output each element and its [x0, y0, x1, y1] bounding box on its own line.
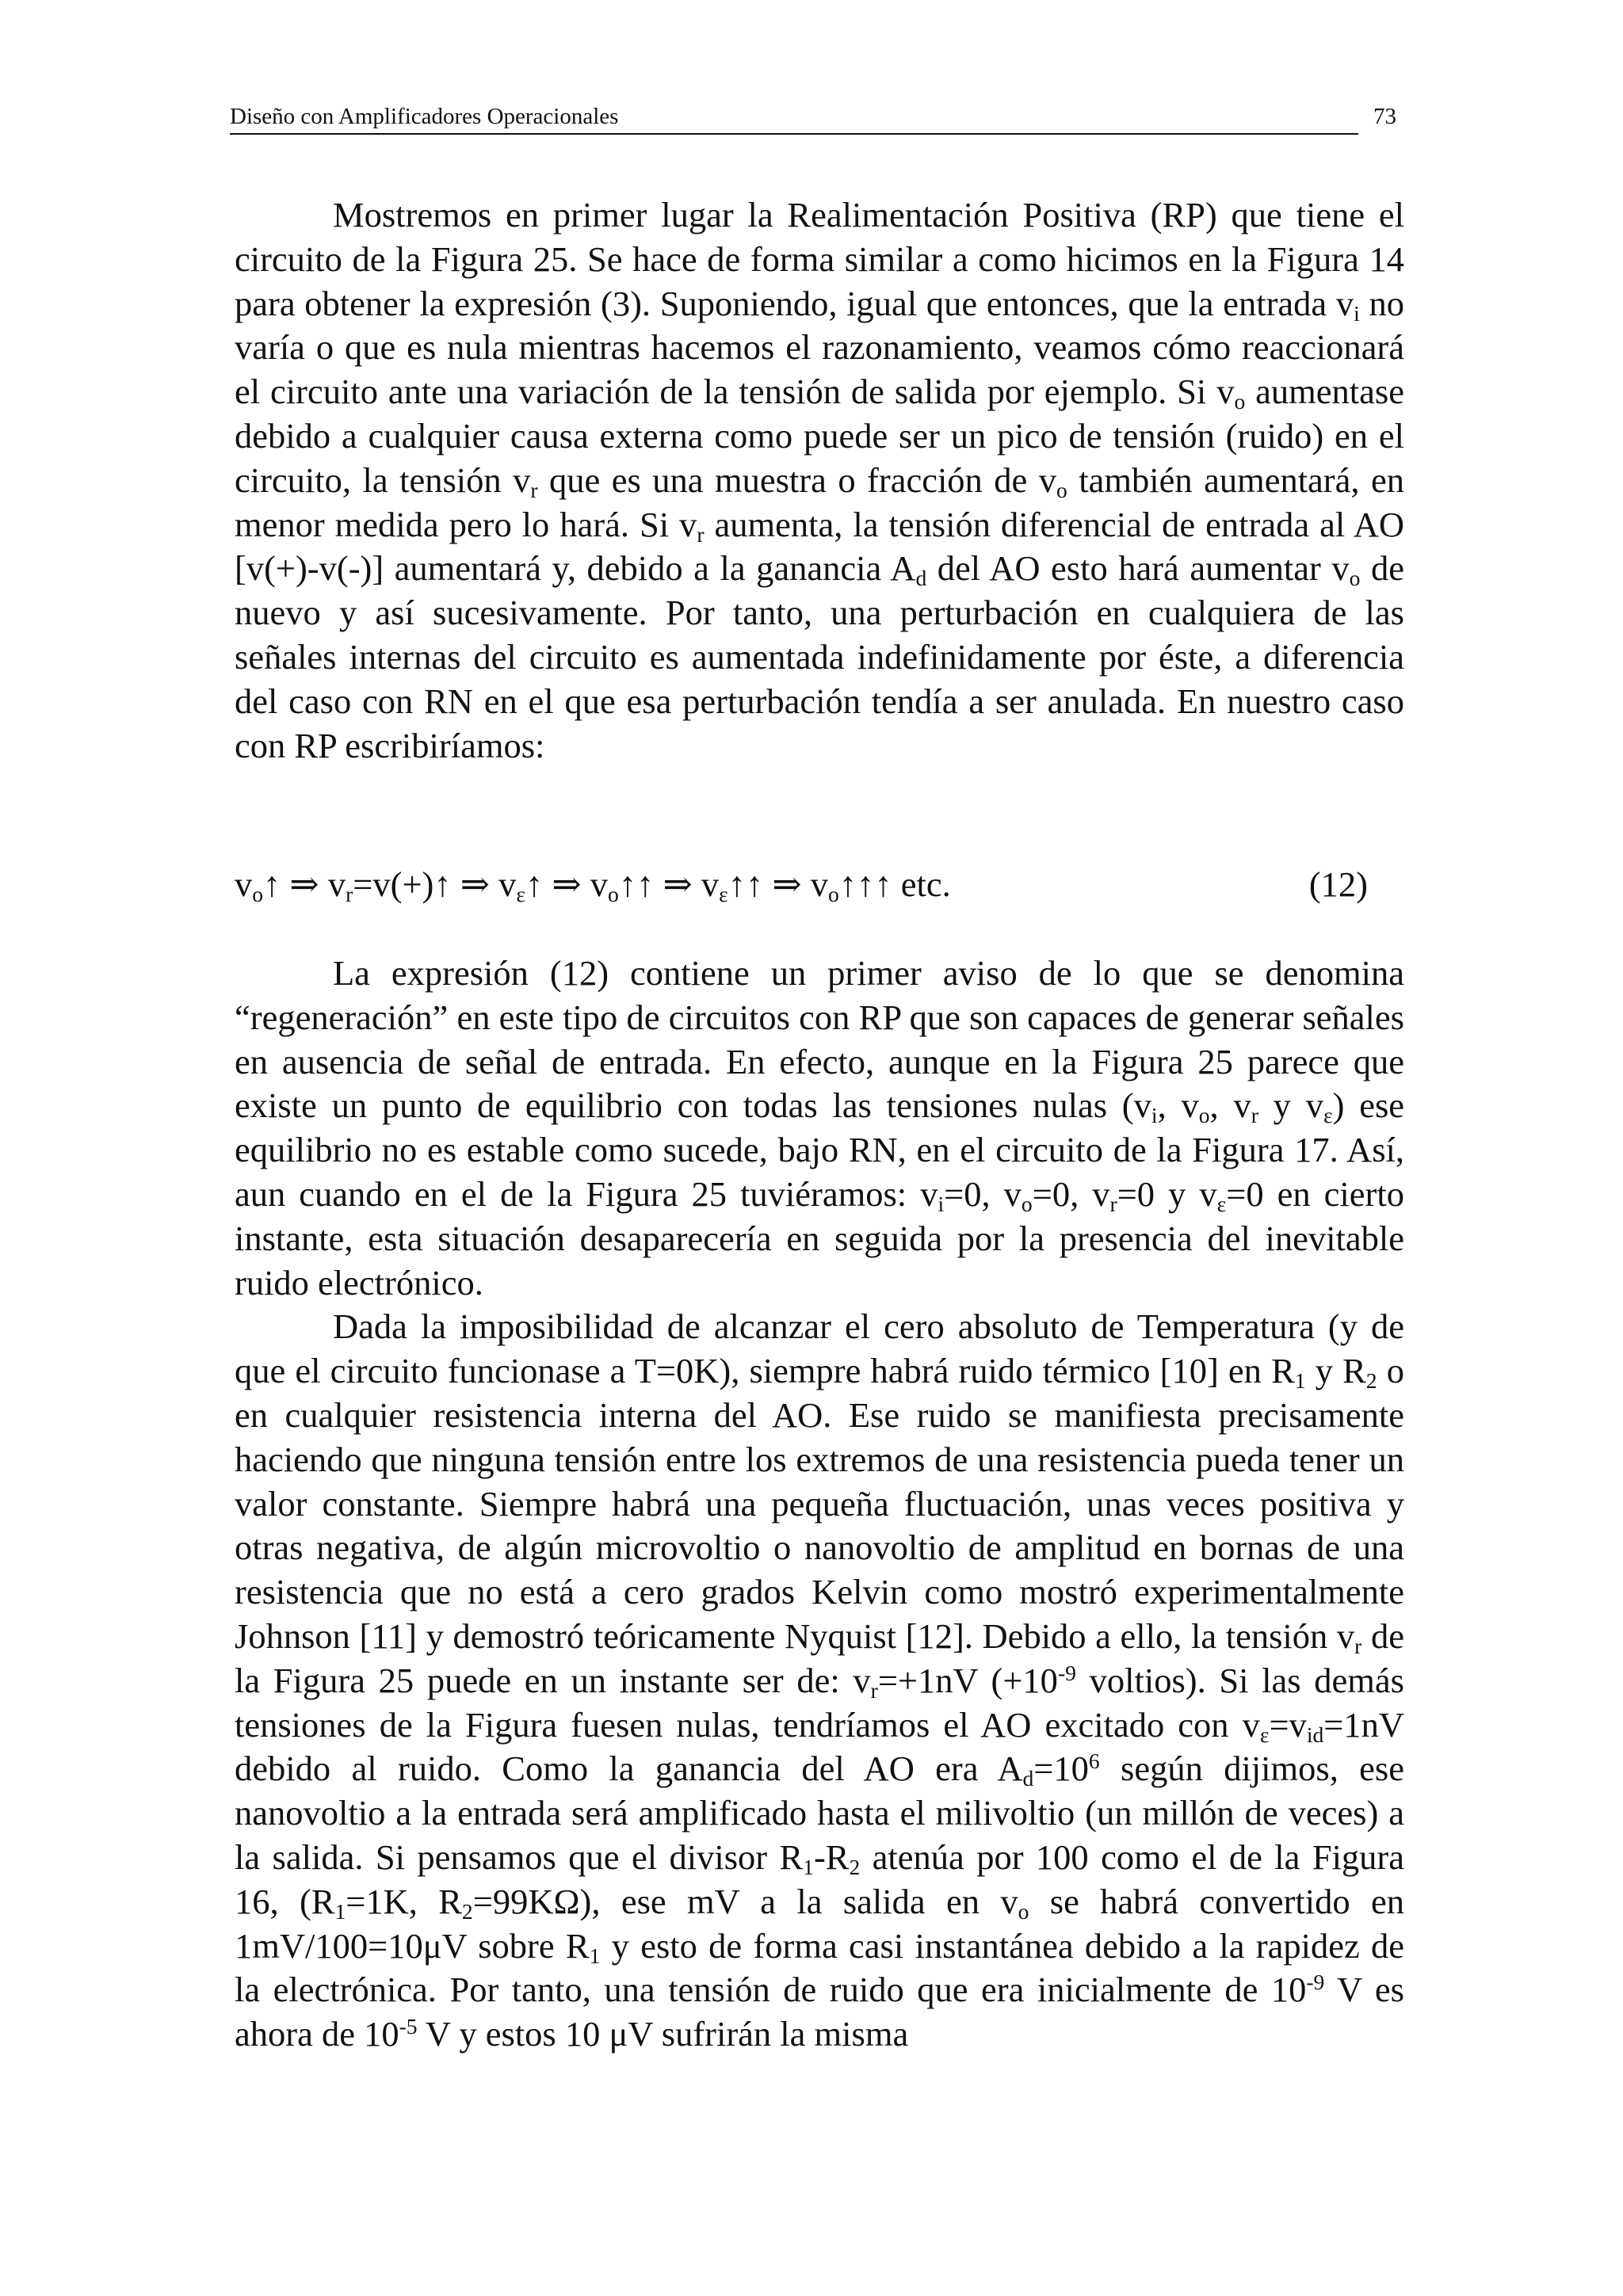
page-number: 73: [1373, 104, 1396, 129]
paragraph-2: La expresión (12) contiene un primer aviso de lo que se denomina “regeneración” en este tipo de circuitos con RP que son capaces de generar señales en ausencia de señal de entrada. En efecto, aunque en la Figura 25 parece que existe un punto de equilibrio con todas las tensiones nulas ($v_i$, $v_o$, $v_r$ y $v_\varepsilon$) ese equilibrio no es estable como sucede, bajo RN, en el circuito de la Figura 17. Así, aun cuando en el de la Figura 25 tuviéramos: $v_i=0$, $v_o=0$, $v_r=0$ y $v_\varepsilon=0$ en cierto instante, esta situación desaparecería en seguida por la presencia del inevitable ruido electrónico.: [235, 953, 1405, 1302]
body-text-bottom: [235, 952, 1404, 2057]
equation-12: [235, 862, 1368, 906]
paragraph-3: Dada la imposibilidad de alcanzar el cero absoluto de Temperatura (y de que el circuito funcionase a T=0K), siempre habrá ruido térmico [10] en $R_1$ y $R_2$ o en cualquier resistencia interna del AO. Ese ruido se manifiesta precisamente haciendo que ninguna tensión entre los extremos de una resistencia pueda tener un valor constante. Siempre habrá una pequeña fluctuación, unas veces positiva y otras negativa, de algún microvoltio o nanovoltio de amplitud en bornas de una resistencia que no está a cero grados Kelvin como mostró experimentalmente Johnson [11] y demostró teóricamente Nyquist [12]. Debido a ello, la tensión $v_r$ de la Figura 25 puede en un instante ser de: $v_r=+1nV$ ($+10^{-9}$ voltios). Si las demás tensiones de la Figura fuesen nulas, tendríamos el AO excitado con $v_\varepsilon=v_{id}=1nV$ debido al ruido. Como la ganancia del AO era $A_d=10^6$ según dijimos, ese nanovoltio a la entrada será amplificado hasta el milivoltio (un millón de veces) a la salida. Si pensamos que el divisor $R_1-R_2$ atenúa por 100 como el de la Figura 16, ($R_1=1K$, $R_2=99K\Omega$), ese mV a la salida en $v_o$ se habrá convertido en 1mV/100=10μV sobre $R_1$ y esto de forma casi instantánea debido a la rapidez de la electrónica. Por tanto, una tensión de ruido que era inicialmente de $10^{-9}$ V es ahora de $10^{-5}$ V y estos 10 μV sufrirán la misma: [235, 1306, 1404, 2054]
running-header: [230, 93, 1396, 135]
equation-body: $v_o↑$ ⇒ $v_r=v(+)↑$ ⇒ $v_\varepsilon↑$ ⇒ $v_o↑↑$ ⇒ $v_\varepsilon↑↑$ ⇒ $v_o↑↑↑$ etc.: [235, 864, 951, 906]
equation-label: (12): [1308, 864, 1368, 904]
header-title: Diseño con Amplificadores Operacionales: [230, 104, 619, 129]
paragraph-1: Mostremos en primer lugar la Realimentación Positiva (RP) que tiene el circuito de la Figura 25. Se hace de forma similar a como hicimos en la Figura 14 para obtener la expresión (3). Suponiendo, igual que entonces, que la entrada $v_i$ no varía o que es nula mientras hacemos el razonamiento, veamos cómo reaccionará el circuito ante una variación de la tensión de salida por ejemplo. Si $v_o$ aumentase debido a cualquier causa externa como puede ser un pico de tensión (ruido) en el circuito, la tensión $v_r$ que es una muestra o fracción de $v_o$ también aumentará, en menor medida pero lo hará. Si $v_r$ aumenta, la tensión diferencial de entrada al AO [v(+)-v(-)] aumentará y, debido a la ganancia $A_d$ del AO esto hará aumentar $v_o$ de nuevo y así sucesivamente. Por tanto, una perturbación en cualquiera de las señales internas del circuito es aumentada indefinidamente por éste, a diferencia del caso con RN en el que esa perturbación tendía a ser anulada. En nuestro caso con RP escribiríamos:: [235, 195, 1405, 765]
body-text-top: [235, 193, 1404, 768]
